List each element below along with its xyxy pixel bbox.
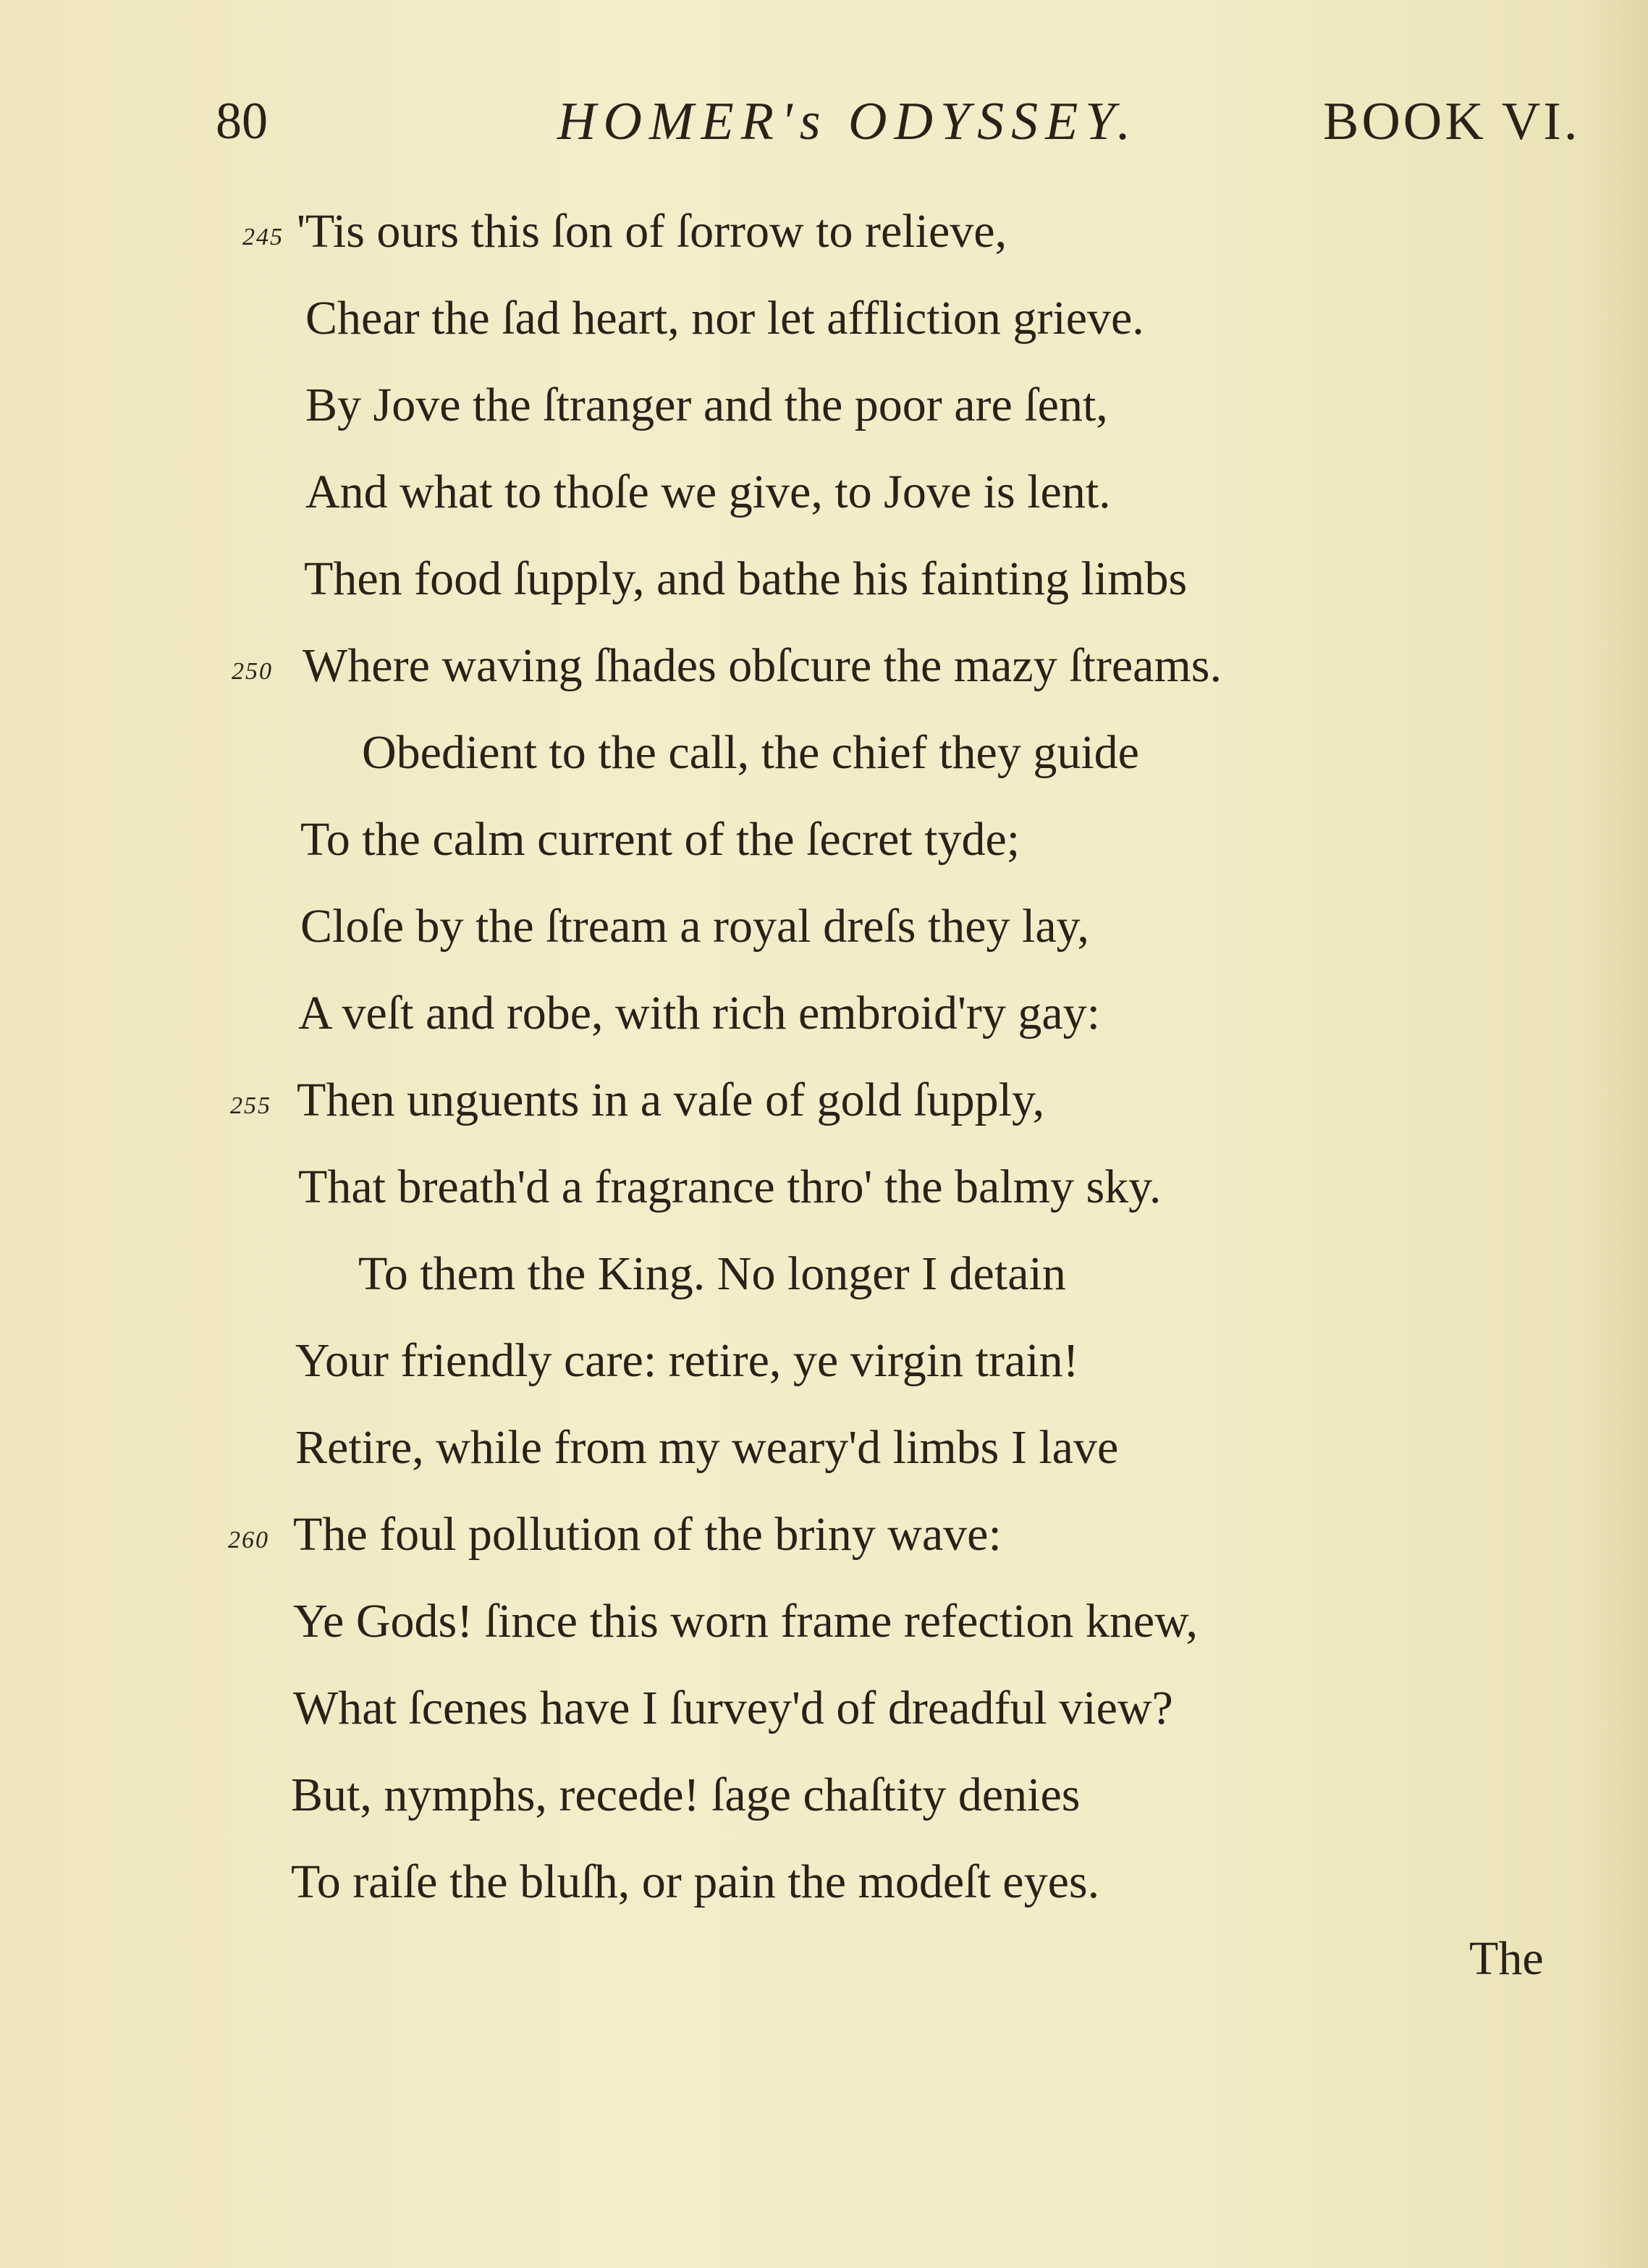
running-book: BOOK VI. bbox=[1323, 92, 1581, 151]
verse-line bbox=[0, 1679, 1648, 1745]
verse-line bbox=[0, 1245, 1648, 1310]
line-number: 260 bbox=[228, 1527, 269, 1554]
verse-text: Then unguents in a vaſe of gold ſupply, bbox=[297, 1074, 1045, 1126]
verse-line bbox=[0, 463, 1648, 528]
verse-text: A veſt and robe, with rich embroid'ry gay: bbox=[298, 987, 1100, 1040]
verse-line bbox=[0, 985, 1648, 1050]
verse-line bbox=[0, 898, 1648, 963]
verse-line bbox=[0, 1853, 1648, 1918]
line-number: 255 bbox=[230, 1092, 271, 1119]
verse-text: Cloſe by the ſtream a royal dreſs they lay, bbox=[300, 900, 1089, 953]
line-number: 250 bbox=[232, 658, 273, 685]
verse-line bbox=[0, 1506, 1648, 1571]
verse-text: 'Tis ours this ſon of ſorrow to relieve, bbox=[297, 205, 1007, 258]
verse-line bbox=[0, 724, 1648, 789]
verse-line bbox=[0, 376, 1648, 442]
line-number: 245 bbox=[242, 224, 284, 250]
verse-text: The foul pollution of the briny wave: bbox=[293, 1508, 1002, 1561]
page-number: 80 bbox=[216, 92, 268, 150]
verse-text: Your friendly care: retire, ye virgin train! bbox=[295, 1334, 1079, 1387]
verse-text: By Jove the ſtranger and the poor are ſent, bbox=[305, 379, 1108, 431]
verse-text: And what to thoſe we give, to Jove is lent. bbox=[305, 465, 1111, 518]
verse-line bbox=[0, 550, 1648, 615]
verse-text: Obedient to the call, the chief they guide bbox=[362, 726, 1139, 779]
verse-text: To the calm current of the ſecret tyde; bbox=[300, 813, 1021, 866]
verse-line bbox=[0, 1766, 1648, 1831]
verse-text: Chear the ſad heart, nor let affliction grieve. bbox=[305, 292, 1144, 345]
verse-text: Where waving ſhades obſcure the mazy ſtreams. bbox=[303, 639, 1222, 692]
verse-line bbox=[0, 1593, 1648, 1658]
verse-text: What ſcenes have I ſurvey'd of dreadful view? bbox=[293, 1682, 1173, 1734]
running-title: HOMER's ODYSSEY. bbox=[557, 92, 1138, 151]
running-head bbox=[0, 85, 1648, 165]
verse-text: Ye Gods! ſince this worn frame refection knew, bbox=[293, 1595, 1199, 1648]
verse-line bbox=[0, 1332, 1648, 1397]
verse-text: That breath'd a fragrance thro' the balmy sky. bbox=[298, 1160, 1162, 1213]
verse-text: Then food ſupply, and bathe his fainting limbs bbox=[304, 552, 1188, 605]
verse-line bbox=[0, 811, 1648, 876]
verse-text: To raiſe the bluſh, or pain the modeſt eyes. bbox=[291, 1855, 1100, 1908]
verse-line bbox=[0, 1419, 1648, 1484]
verse-line bbox=[0, 290, 1648, 355]
verse-line bbox=[0, 637, 1648, 702]
verse-line bbox=[0, 1071, 1648, 1137]
verse-line bbox=[0, 203, 1648, 268]
verse-text: But, nymphs, recede! ſage chaſtity denies bbox=[291, 1769, 1081, 1821]
catchword: The bbox=[1469, 1932, 1544, 1985]
verse-line bbox=[0, 1158, 1648, 1223]
verse-text: Retire, while from my weary'd limbs I lave bbox=[295, 1421, 1119, 1474]
verse-text: To them the King. No longer I detain bbox=[358, 1247, 1066, 1300]
